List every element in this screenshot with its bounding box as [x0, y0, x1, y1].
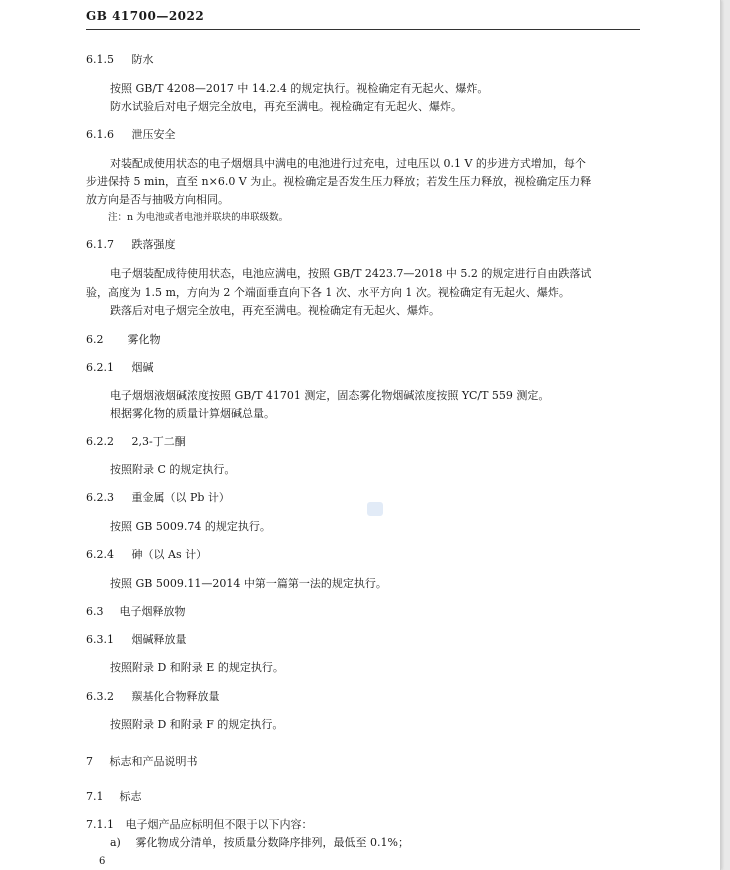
section-heading — [86, 361, 154, 375]
section-number: 6.3.2 — [86, 690, 114, 703]
chapter-title: 标志和产品说明书 — [109, 755, 198, 768]
list-item — [110, 836, 409, 850]
list-item-text: 雾化物成分清单，按质量分数降序排列，最低至 0.1%； — [135, 836, 409, 849]
section-number: 6.2.1 — [86, 361, 114, 374]
section-number: 6.2 — [86, 333, 104, 346]
paragraph: 防水试验后对电子烟完全放电，再充至满电。视检确定有无起火、爆炸。 — [110, 100, 462, 113]
section-title: 羰基化合物释放量 — [131, 690, 220, 703]
section-heading — [86, 238, 176, 252]
section-title: 防水 — [131, 53, 154, 66]
paragraph: 按照 GB/T 4208—2017 中 14.2.4 的规定执行。视检确定有无起火、爆炸。 — [110, 82, 489, 95]
section-title: 跌落强度 — [131, 238, 176, 251]
section-number: 6.1.5 — [86, 53, 114, 66]
section-number: 6.3.1 — [86, 633, 114, 646]
section-heading — [86, 435, 186, 449]
section-number: 7.1 — [86, 790, 104, 803]
section-number: 6.2.2 — [86, 435, 114, 448]
section-title: 泄压安全 — [131, 128, 176, 141]
section-heading — [86, 633, 187, 647]
section-title: 雾化物 — [127, 333, 161, 346]
section-title: 2,3-丁二酮 — [131, 435, 186, 448]
paragraph: 按照附录 C 的规定执行。 — [110, 463, 236, 476]
section-number: 6.1.6 — [86, 128, 114, 141]
paragraph: 对装配成使用状态的电子烟烟具中满电的电池进行过充电，过电压以 0.1 V 的步进方式增加，每个 — [110, 157, 586, 170]
section-number: 7.1.1 — [86, 818, 114, 831]
list-item-label: a) — [110, 836, 121, 849]
paragraph: 按照附录 D 和附录 F 的规定执行。 — [110, 718, 284, 731]
section-heading — [86, 53, 154, 67]
chapter-heading — [86, 755, 198, 769]
page-number: 6 — [99, 856, 106, 867]
section-heading — [86, 548, 207, 562]
section-text: 电子烟产品应标明但不限于以下内容： — [125, 818, 313, 831]
paragraph: 跌落后对电子烟完全放电，再充至满电。视检确定有无起火、爆炸。 — [110, 304, 440, 317]
section-number: 6.1.7 — [86, 238, 114, 251]
section-number: 6.2.3 — [86, 491, 114, 504]
paragraph: 电子烟烟液烟碱浓度按照 GB/T 41701 测定，固态雾化物烟碱浓度按照 YC/T 559 测定。 — [110, 389, 550, 402]
section-heading — [86, 333, 161, 347]
paragraph: 根据雾化物的质量计算烟碱总量。 — [110, 407, 275, 420]
paragraph: 电子烟装配成待使用状态，电池应满电，按照 GB/T 2423.7—2018 中 5.2 的规定进行自由跌落试 — [110, 267, 592, 280]
paragraph-continuation: 验，高度为 1.5 m，方向为 2 个端面垂直向下各 1 次、水平方向 1 次。视检确定有无起火、爆炸。 — [86, 286, 570, 299]
section-title: 砷（以 As 计） — [131, 548, 208, 561]
section-title: 烟碱释放量 — [131, 633, 187, 646]
chapter-number: 7 — [86, 755, 93, 768]
paragraph: 按照 GB 5009.74 的规定执行。 — [110, 520, 271, 533]
section-number: 6.2.4 — [86, 548, 114, 561]
section-heading — [86, 128, 176, 142]
paragraph-continuation: 步进保持 5 min，直至 n×6.0 V 为止。视检确定是否发生压力释放；若发生压力释放，视检确定压力释 — [86, 175, 592, 188]
paragraph: 按照附录 D 和附录 E 的规定执行。 — [110, 661, 284, 674]
section-number: 6.3 — [86, 605, 104, 618]
section-heading — [86, 790, 142, 804]
paragraph: 按照 GB 5009.11—2014 中第一篇第一法的规定执行。 — [110, 577, 387, 590]
section-heading — [86, 491, 230, 505]
section-heading — [86, 818, 313, 832]
section-title: 电子烟释放物 — [119, 605, 186, 618]
paragraph-continuation: 放方向是否与抽吸方向相同。 — [86, 193, 229, 206]
section-heading — [86, 605, 186, 619]
section-heading — [86, 690, 220, 704]
watermark-badge — [367, 502, 383, 516]
standard-number-header: GB 41700—2022 — [86, 9, 205, 23]
header-rule — [86, 29, 640, 30]
note: 注：n 为电池或者电池并联块的串联级数。 — [108, 212, 289, 223]
section-title: 烟碱 — [131, 361, 154, 374]
section-title: 标志 — [119, 790, 142, 803]
section-title: 重金属（以 Pb 计） — [131, 491, 230, 504]
